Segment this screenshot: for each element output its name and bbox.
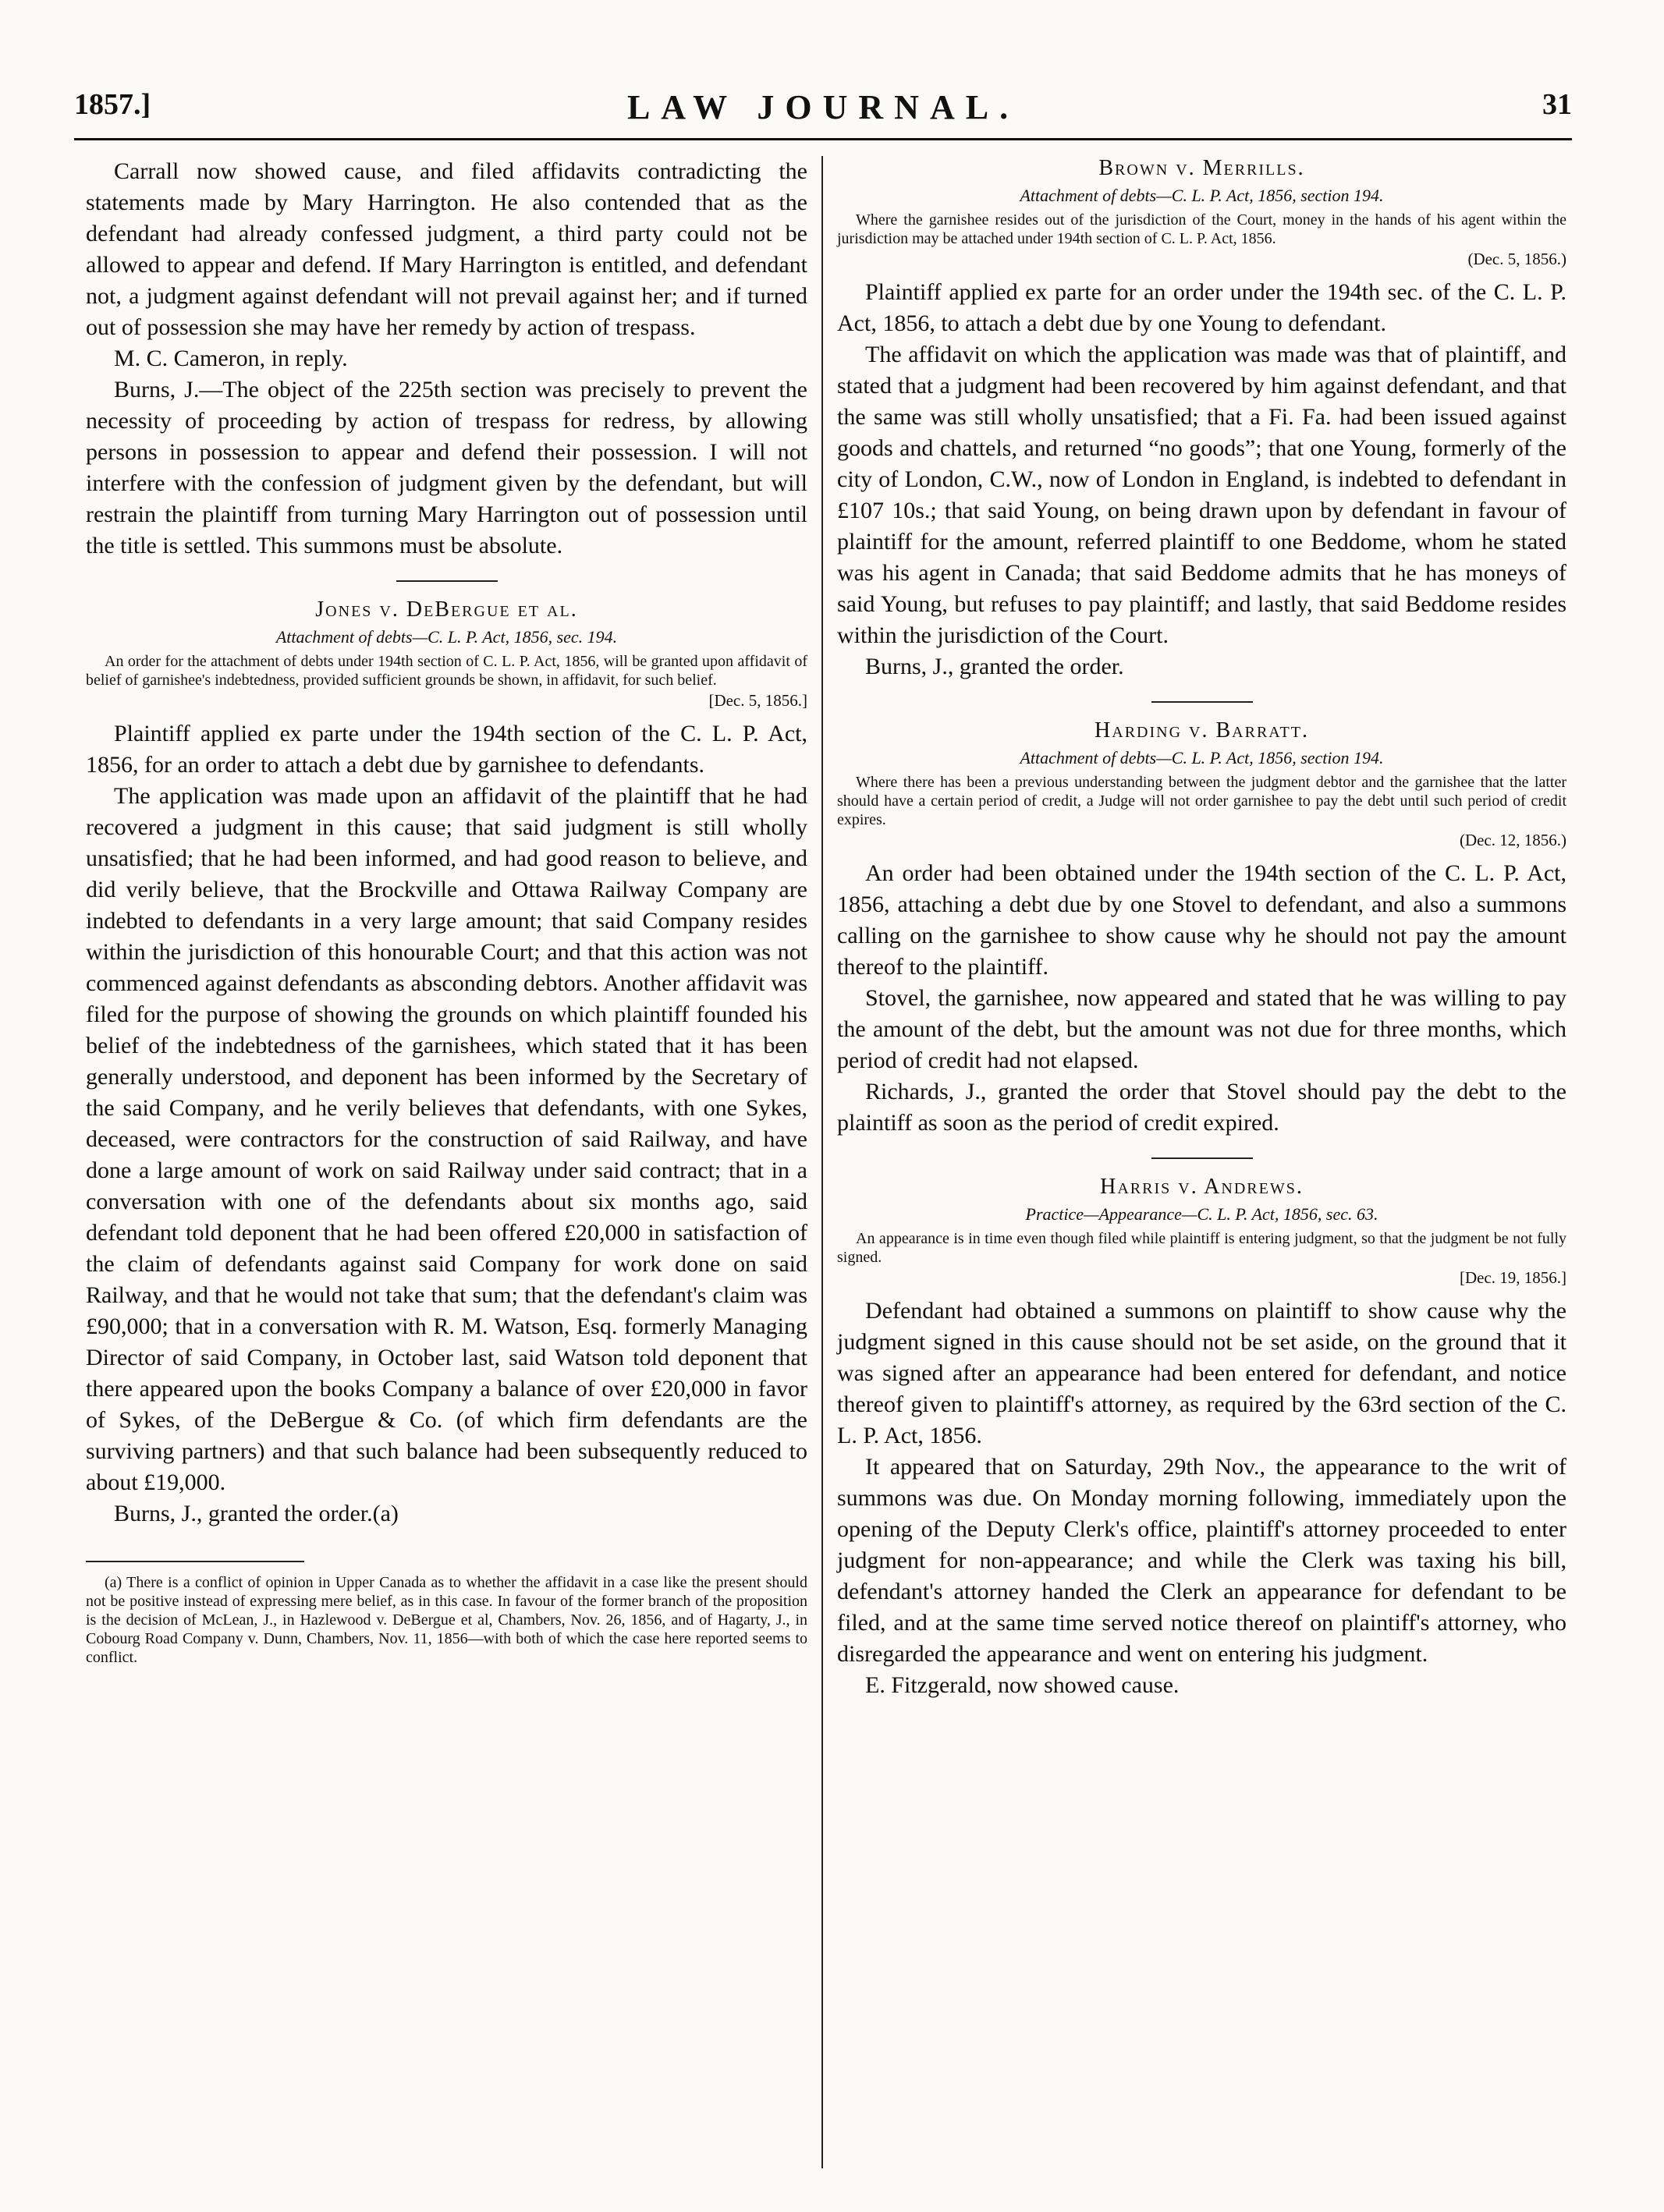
paragraph: Burns, J., granted the order.(a) — [114, 1501, 399, 1526]
paragraph: Burns, J.—The object of the 225th section was precisely to prevent the necessity of proceeding by action of trespass for redress, by allowing persons in possession to appear and defend their possession. I will not interfere with the confession of judgment given by the defendant, but will restrain the plaintiff from turning Mary Harrington out of possession until the title is settled. This summons must be absolute. — [86, 377, 807, 558]
paragraph: It appeared that on Saturday, 29th Nov., the appearance to the writ of summons was due. On Monday morning following, immediately upon the opening of the Deputy Clerk's office, plaintiff's attorney proceeded to enter judgment for non-appearance; and while the Clerk was taxing his bill, defendant's attorney handed the Clerk an appearance for defendant to be filed, and at the same time served notice thereof on plaintiff's attorney, who disregarded the appearance and went on entering his judgment. — [837, 1454, 1566, 1667]
page-number: 31 — [1542, 88, 1572, 121]
paragraph: The affidavit on which the application was made was that of plaintiff, and stated that a judgment had been recovered by him against defendant, and that the same was still wholly unsatisfied; that a Fi. Fa. had been issued against goods and chattels, and returned “no goods”; that one Young, formerly of the city of London, C.W., now of London in England, is indebted to defendant in £107 10s.; that said Young, on being drawn upon by defendant in favour of plaintiff for the amount, referred plaintiff to one Beddome, whom he stated was his agent in Canada; that said Beddome admits that he has moneys of said Young, but refuses to pay plaintiff; and lastly, that said Beddome resides within the jurisdiction of the Court. — [837, 342, 1566, 648]
case-date: (Dec. 5, 1856.) — [1467, 250, 1566, 268]
case-date: [Dec. 5, 1856.] — [708, 691, 807, 710]
case-title: Jones v. DeBergue et al. — [315, 597, 578, 622]
case-headnote: Where there has been a previous understanding between the judgment debtor and the garnishee that the latter should have a certain period of credit, a Judge will not order garnishee to pay the debt until such period of credit expires. — [837, 774, 1566, 828]
section-separator — [396, 580, 498, 582]
case-headnote: Where the garnishee resides out of the jurisdiction of the Court, money in the hands of his agent within the jurisdiction may be attached under 194th section of C. L. P. Act, 1856. — [837, 211, 1566, 247]
paragraph: An order had been obtained under the 194th section of the C. L. P. Act, 1856, attaching a debt due by one Stovel to defendant, and also a summons calling on the garnishee to show cause why he should not pay the amount thereof to the plaintiff. — [837, 860, 1566, 980]
right-column — [837, 156, 1566, 1701]
paragraph: Burns, J., granted the order. — [865, 654, 1124, 679]
header-rule — [74, 138, 1572, 140]
paragraph: M. C. Cameron, in reply. — [114, 346, 348, 371]
page-header — [74, 87, 1572, 134]
case-headnote: An appearance is in time even though filed while plaintiff is entering judgment, so that the judgment be not fully signed. — [837, 1230, 1566, 1266]
footnote: (a) There is a conflict of opinion in Upper Canada as to whether the affidavit in a case like the present should not be positive instead of expressing mere belief, as in this case. In favour of the former branch of the proposition is the decision of McLean, J., in Hazlewood v. DeBergue et al, Chambers, Nov. 26, 1856, and of Hagarty, J., in Cobourg Road Company v. Dunn, Chambers, Nov. 11, 1856—with both of which the case here reported seems to conflict. — [86, 1574, 807, 1666]
case-title: Harris v. Andrews. — [1100, 1175, 1304, 1199]
footnote-rule — [86, 1561, 304, 1562]
case-subtitle: Practice—Appearance—C. L. P. Act, 1856, sec. 63. — [1025, 1204, 1378, 1224]
case-date: [Dec. 19, 1856.] — [1459, 1268, 1566, 1287]
journal-title: LAW JOURNAL. — [626, 88, 1020, 126]
paragraph: The application was made upon an affidavit of the plaintiff that he had recovered a judgment in this cause; that said judgment is still wholly unsatisfied; that he had been informed, and had good reason to believe, and did verily believe, that the Brockville and Ottawa Railway Company are indebted to defendants in a very large amount; that said Company resides within the jurisdiction of this honourable Court; and that this action was not commenced against defendants as absconding debtors. Another affidavit was filed for the purpose of showing the grounds on which plaintiff founded his belief of the indebtedness of the garnishees, which stated that it has been generally understood, and deponent has been informed by the Secretary of the said Company, and he verily believes that defendants, with one Sykes, deceased, were contractors for the construction of said Railway, and have done a large amount of work on said Railway under said contract; that in a conversation with one of the defendants about six months ago, said defendant told deponent that he had been offered £20,000 in satisfaction of the claim of defendants against said Company for work done on said Railway, and that he would not take that sum; that the defendant's claim was £90,000; that in a conversation with R. M. Watson, Esq. formerly Managing Director of said Company, in October last, said Watson told deponent that there appeared upon the books Company a balance of over £20,000 in favor of Sykes, of the DeBergue & Co. (of which firm defendants are the surviving partners) and that such balance had been subsequently reduced to about £19,000. — [86, 783, 807, 1495]
case-subtitle: Attachment of debts—C. L. P. Act, 1856, sec. 194. — [275, 627, 618, 647]
case-title: Harding v. Barratt. — [1095, 718, 1309, 743]
paragraph: Defendant had obtained a summons on plaintiff to show cause why the judgment signed in this cause should not be set aside, on the ground that it was signed after an appearance had been entered for defendant, and notice thereof given to plaintiff's attorney, as required by the 63rd section of the C. L. P. Act, 1856. — [837, 1298, 1566, 1448]
case-headnote: An order for the attachment of debts under 194th section of C. L. P. Act, 1856, will be granted upon affidavit of belief of garnishee's indebtedness, provided sufficient grounds be shown, in affidavit, for such belief. — [86, 653, 807, 689]
paragraph: Richards, J., granted the order that Stovel should pay the debt to the plaintiff as soon as the period of credit expired. — [837, 1079, 1566, 1136]
paragraph: Plaintiff applied ex parte for an order under the 194th sec. of the C. L. P. Act, 1856, to attach a debt due by one Young to defendant. — [837, 279, 1566, 336]
case-subtitle: Attachment of debts—C. L. P. Act, 1856, section 194. — [1020, 748, 1384, 767]
paragraph: E. Fitzgerald, now showed cause. — [865, 1672, 1180, 1698]
case-title: Brown v. Merrills. — [1098, 156, 1305, 180]
section-separator — [1151, 701, 1253, 703]
header-year: 1857.] — [74, 88, 151, 121]
case-date: (Dec. 12, 1856.) — [1459, 831, 1566, 849]
paragraph: Plaintiff applied ex parte under the 194th section of the C. L. P. Act, 1856, for an order to attach a debt due by garnishee to defendants. — [86, 721, 807, 778]
left-column — [86, 156, 807, 1667]
case-subtitle: Attachment of debts—C. L. P. Act, 1856, section 194. — [1020, 186, 1384, 205]
column-divider — [821, 156, 823, 2168]
section-separator — [1151, 1157, 1253, 1159]
paragraph: Carrall now showed cause, and filed affidavits contradicting the statements made by Mary Harrington. He also contended that as the defendant had already confessed judgment, a third party could not be allowed to appear and defend. If Mary Harrington is entitled, and defendant not, a judgment against defendant will not prevail against her; and if turned out of possession she may have her remedy by action of trespass. — [86, 158, 807, 340]
paragraph: Stovel, the garnishee, now appeared and stated that he was willing to pay the amount of the debt, but the amount was not due for three months, which period of credit had not elapsed. — [837, 985, 1566, 1073]
